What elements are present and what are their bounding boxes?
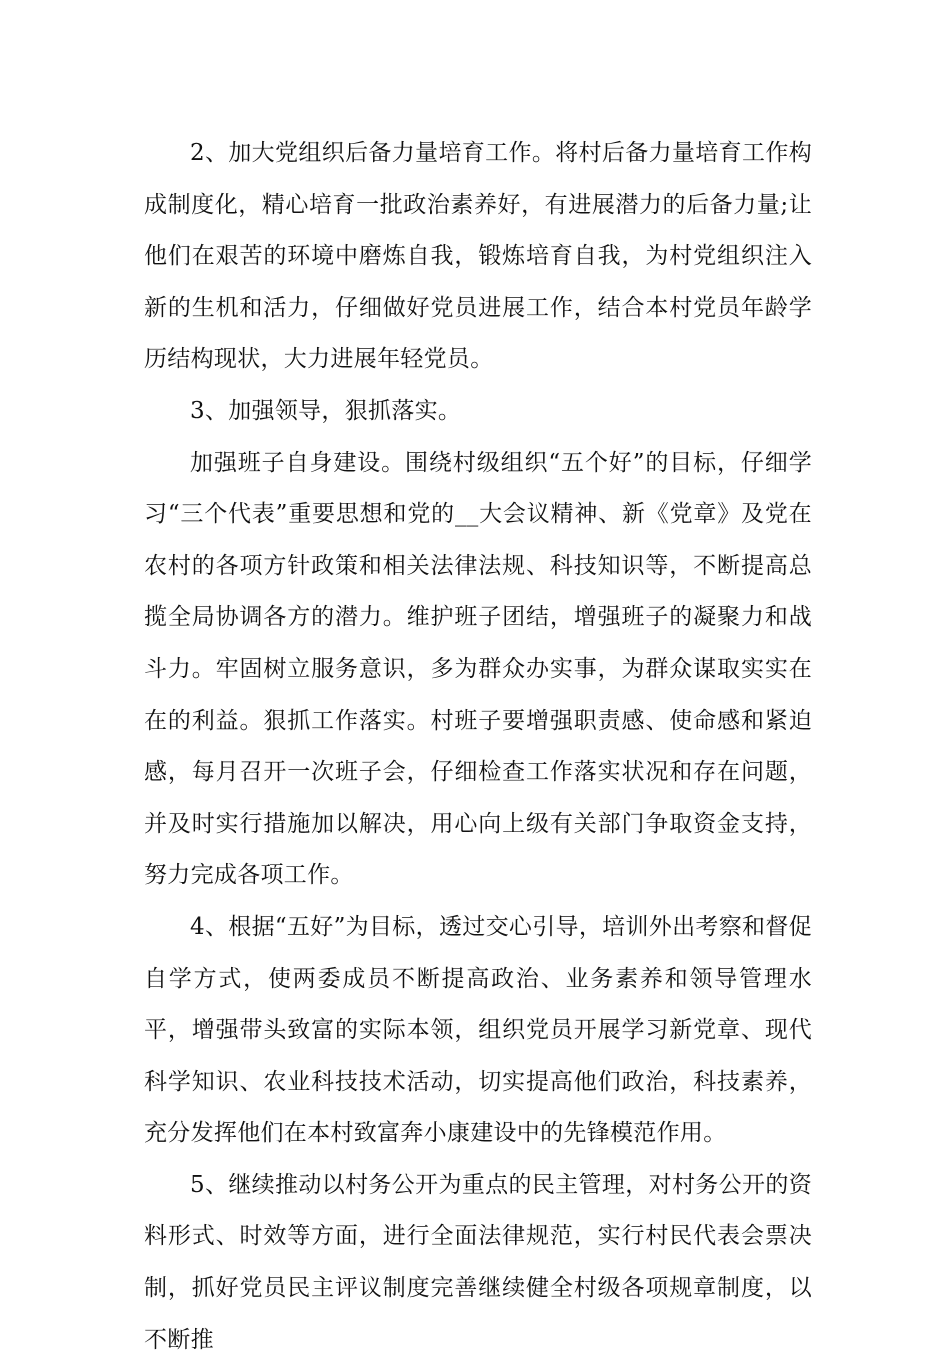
paragraph-item-4: 4、根据“五好”为目标，透过交心引导，培训外出考察和督促自学方式，使两委成员不断提高政治、业务素养和领导管理水平，增强带头致富的实际本领，组织党员开展学习新党章、现代科学知识、农业科技技术活动，切实提高他们政治，科技素养，充分发挥他们在本村致富奔小康建设中的先锋模范作用。: [144, 913, 812, 1147]
paragraph-team-building: 加强班子自身建设。围绕村级组织“五个好”的目标，仔细学习“三个代表”重要思想和党的__大会议精神、新《党章》及党在农村的各项方针政策和相关法律法规、科技知识等，不断提高总揽全局协调各方的潜力。维护班子团结，增强班子的凝聚力和战斗力。牢固树立服务意识，多为群众办实事，为群众谋取实实在在的利益。狠抓工作落实。村班子要增强职责感、使命感和紧迫感，每月召开一次班子会，仔细检查工作落实状况和存在问题，并及时实行措施加以解决，用心向上级有关部门争取资金支持，努力完成各项工作。: [144, 449, 812, 889]
document-body: [144, 128, 812, 1366]
paragraph-item-5: 5、继续推动以村务公开为重点的民主管理，对村务公开的资料形式、时效等方面，进行全面法律规范，实行村民代表会票决制，抓好党员民主评议制度完善继续健全村级各项规章制度，以不断推: [144, 1171, 812, 1353]
paragraph-item-2: 2、加大党组织后备力量培育工作。将村后备力量培育工作构成制度化，精心培育一批政治素养好，有进展潜力的后备力量;让他们在艰苦的环境中磨炼自我，锻炼培育自我，为村党组织注入新的生机和活力，仔细做好党员进展工作，结合本村党员年龄学历结构现状，大力进展年轻党员。: [144, 140, 812, 373]
paragraph-item-3-heading: 3、加强领导，狠抓落实。: [190, 397, 462, 424]
